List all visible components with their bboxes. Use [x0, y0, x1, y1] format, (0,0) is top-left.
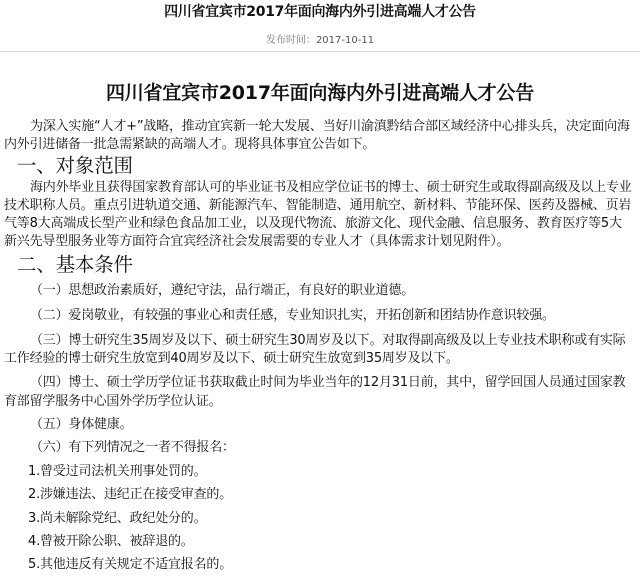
article-body [4, 118, 632, 579]
condition-item: （二）爱岗敬业，有较强的事业心和责任感，专业知识扎实，开拓创新和团结协作意识较强。 [30, 307, 555, 323]
condition-item: （三）博士研究生35周岁及以下、硕士研究生30周岁及以下。对取得副高级及以上专业技术职称或有实际工作经验的博士研究生放宽到40周岁及以下、硕士研究生放宽到35周岁及以下。 [4, 333, 626, 367]
publish-info [0, 34, 640, 48]
section-heading-scope: 一、对象范围 [17, 154, 133, 178]
exclusion-item: 3.尚未解除党纪、政纪处分的。 [28, 510, 207, 526]
article-heading: 四川省宜宾市2017年面向海内外引进高端人才公告 [105, 81, 535, 104]
intro-paragraph: 为深入实施“人才+”战略，推动宜宾新一轮大发展、当好川渝滇黔结合部区域经济中心排头兵，决定面向海内外引进储备一批急需紧缺的高端人才。现将具体事宜公告如下。 [4, 119, 630, 153]
condition-item: （一）思想政治素质好，遵纪守法，品行端正，有良好的职业道德。 [30, 282, 415, 298]
title-divider [0, 51, 640, 52]
section-heading-conditions: 二、基本条件 [17, 253, 133, 277]
condition-item: （五）身体健康。 [30, 416, 133, 432]
exclusion-item: 1.曾受过司法机关刑事处罚的。 [28, 464, 207, 480]
page-title: 四川省宜宾市2017年面向海内外引进高端人才公告 [164, 4, 476, 20]
exclusion-item: 2.涉嫌违法、违纪正在接受审查的。 [28, 487, 233, 503]
scope-paragraph: 海内外毕业且获得国家教育部认可的毕业证书及相应学位证书的博士、硕士研究生或取得副高级及以上专业技术职称人员。重点引进轨道交通、新能源汽车、智能制造、通用航空、新材料、节能环保、医药及器械、页岩气等8大高端成长型产业和绿色食品加工业，以及现代物流、旅游文化、现代金融、信息服务、教育医疗等5大新兴先导型服务业等方面符合宜宾经济社会发展需要的专业人才（具体需求计划见附件）。 [4, 179, 632, 250]
condition-item: （六）有下列情况之一者不得报名： [30, 440, 235, 456]
publish-date: 2017-10-11 [315, 35, 375, 46]
condition-item: （四）博士、硕士学历学位证书获取截止时间为毕业当年的12月31日前，其中，留学回国人员通过国家教育部留学服务中心国外学历学位认证。 [4, 375, 626, 409]
exclusion-item: 5.其他违反有关规定不适宜报名的。 [28, 557, 233, 573]
exclusion-item: 4.曾被开除公职、被辞退的。 [28, 533, 194, 549]
publish-label: 发布时间： [265, 35, 316, 46]
